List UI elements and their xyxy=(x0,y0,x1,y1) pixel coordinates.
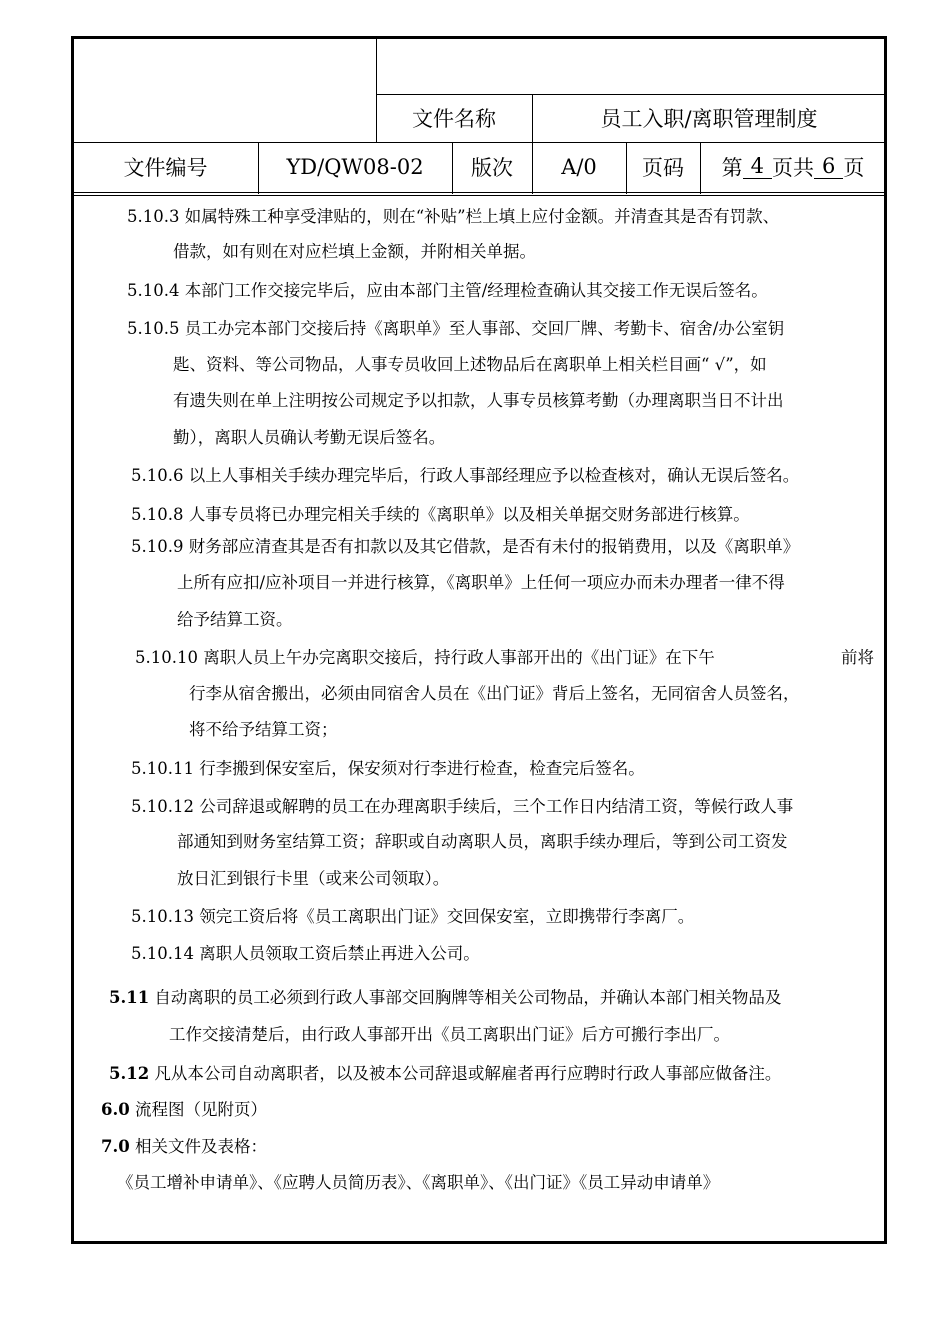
text-line: 有遗失则在单上注明按公司规定予以扣款，人事专员核算考勤（办理离职当日不计出 xyxy=(173,391,784,410)
page-label: 页码 xyxy=(642,156,684,180)
page-mid: 页共 xyxy=(772,156,814,180)
file-no-value: YD/QW08-02 xyxy=(286,155,424,179)
section-text: 相关文件及表格： xyxy=(129,1137,267,1156)
text-line: 5.10.13 领完工资后将《员工离职出门证》交回保安室，立即携带行李离厂。 xyxy=(131,907,695,926)
text-line: 5.10.5 员工办完本部门交接后持《离职单》至人事部、交回厂牌、考勤卡、宿舍/办公室钥 xyxy=(127,319,785,338)
section-6-0 xyxy=(101,1099,267,1121)
text-line: 5.10.11 行李搬到保安室后，保安须对行李进行检查，检查完后签名。 xyxy=(131,759,645,778)
text-line: 5.10.14 离职人员领取工资后禁止再进入公司。 xyxy=(131,944,480,963)
version-value: A/0 xyxy=(561,155,597,179)
section-7-0 xyxy=(101,1136,267,1158)
section-text: 凡从本公司自动离职者，以及被本公司辞退或解雇者再行应聘时行政人事部应做备注。 xyxy=(149,1064,782,1083)
text-line: 5.10.8 人事专员将已办理完相关手续的《离职单》以及相关单据交财务部进行核算。 xyxy=(131,505,750,524)
section-5-11 xyxy=(109,987,781,1009)
text-line: 5.10.3 如属特殊工种享受津贴的，则在“补贴”栏上填上应付金额。并清查其是否有罚款、 xyxy=(127,207,780,226)
text-line: 匙、资料、等公司物品，人事专员收回上述物品后在离职单上相关栏目画“ √”，如 xyxy=(173,355,767,374)
related-forms-list: 《员工增补申请单》、《应聘人员简历表》、《离职单》、《出门证》《员工异动申请单》 xyxy=(117,1173,720,1192)
text-line: 前将 xyxy=(841,648,874,667)
text-line: 放日汇到银行卡里（或来公司领取）。 xyxy=(177,869,450,888)
text-line: 5.10.9 财务部应清查其是否有扣款以及其它借款，是否有未付的报销费用，以及《离职单》 xyxy=(131,537,800,556)
page-suffix: 页 xyxy=(843,156,865,180)
text-line: 5.10.4 本部门工作交接完毕后，应由本部门主管/经理检查确认其交接工作无误后签名。 xyxy=(127,281,768,300)
text-line: 工作交接清楚后，由行政人事部开出《员工离职出门证》后方可搬行李出厂。 xyxy=(169,1025,730,1044)
text-line: 5.10.10 离职人员上午办完离职交接后，持行政人事部开出的《出门证》在下午 xyxy=(135,648,715,667)
page-prefix: 第 xyxy=(721,156,743,180)
page-total: 6 xyxy=(814,155,843,179)
section-text: 自动离职的员工必须到行政人事部交回胸牌等相关公司物品，并确认本部门相关物品及 xyxy=(149,988,782,1007)
section-number: 7.0 xyxy=(101,1137,130,1156)
text-line: 行李从宿舍搬出，必须由同宿舍人员在《出门证》背后上签名，无同宿舍人员签名， xyxy=(189,684,800,703)
section-5-12 xyxy=(109,1063,781,1085)
version-label: 版次 xyxy=(471,156,513,180)
text-line: 借款，如有则在对应栏填上金额，并附相关单据。 xyxy=(173,242,536,261)
text-line: 部通知到财务室结算工资；辞职或自动离职人员，离职手续办理后，等到公司工资发 xyxy=(177,832,788,851)
text-line: 5.10.6 以上人事相关手续办理完毕后，行政人事部经理应予以检查核对，确认无误后签名。 xyxy=(131,466,800,485)
text-line: 勤），离职人员确认考勤无误后签名。 xyxy=(173,428,446,447)
text-line: 给予结算工资。 xyxy=(177,610,293,629)
section-number: 5.11 xyxy=(109,988,150,1007)
file-name-value: 员工入职/离职管理制度 xyxy=(600,107,818,131)
text-line: 将不给予结算工资； xyxy=(189,720,338,739)
file-no-label: 文件编号 xyxy=(123,156,208,180)
page-current: 4 xyxy=(743,155,772,179)
section-text: 流程图（见附页） xyxy=(129,1100,267,1119)
text-line: 5.10.12 公司辞退或解聘的员工在办理离职手续后，三个工作日内结清工资，等候行政人事 xyxy=(131,797,794,816)
text-line: 上所有应扣/应补项目一并进行核算，《离职单》上任何一项应办而未办理者一律不得 xyxy=(177,573,785,592)
section-number: 6.0 xyxy=(101,1100,130,1119)
section-number: 5.12 xyxy=(109,1064,150,1083)
file-name-label: 文件名称 xyxy=(412,107,496,131)
